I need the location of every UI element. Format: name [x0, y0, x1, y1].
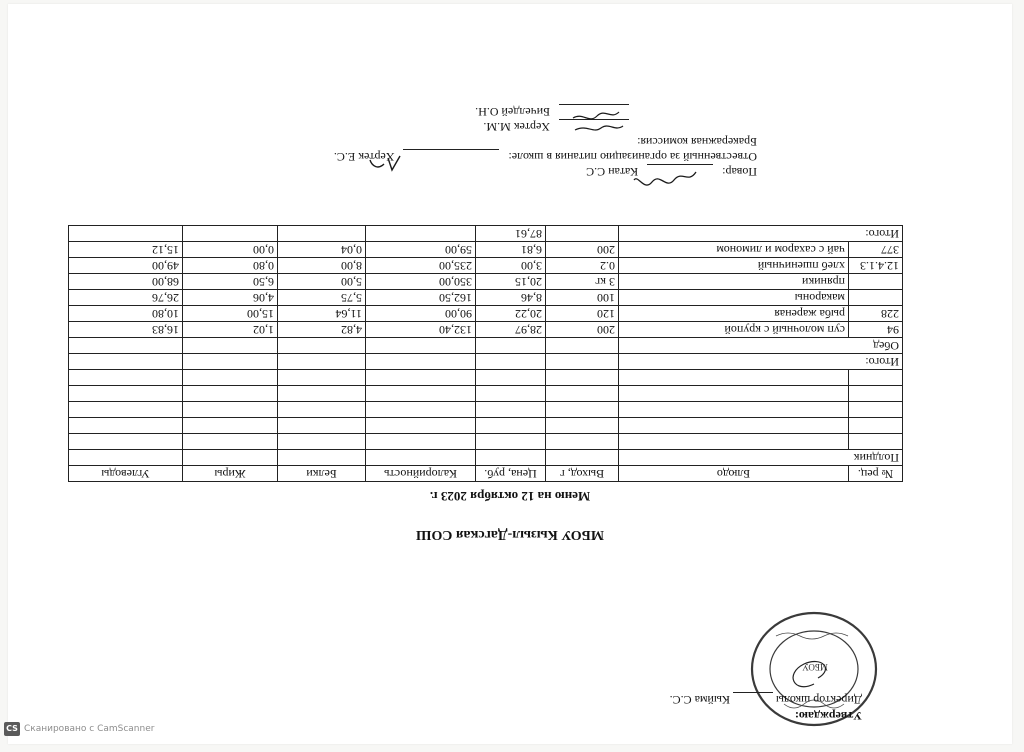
responsible-handwritten-signature — [366, 152, 406, 174]
section-snack-label: Полдник — [619, 450, 903, 466]
table-row — [69, 290, 903, 306]
recipe-number: 377 — [849, 242, 903, 258]
cook-name: Катан С.С — [586, 165, 639, 179]
member1-name: Хертек М.М. — [483, 120, 550, 134]
director-name: Кыйма С.С. — [669, 693, 730, 707]
table-row-empty — [69, 370, 903, 386]
protein: 11,64 — [278, 306, 366, 322]
commission-label-row — [334, 134, 757, 149]
fat: 1,02 — [183, 322, 278, 338]
svg-text:МБОУ: МБОУ — [802, 662, 828, 672]
cook-handwritten-signature — [630, 166, 700, 188]
table-row — [69, 242, 903, 258]
carbs: 49,00 — [69, 258, 183, 274]
section-row-snack — [69, 450, 903, 466]
carbs: 68,00 — [69, 274, 183, 290]
organization-title: МБОУ Кызыл-Дагская СОШ — [416, 527, 604, 542]
carbs: 15,12 — [69, 242, 183, 258]
snack-total-row — [69, 354, 903, 370]
portion: 120 — [546, 306, 619, 322]
protein: 5,00 — [278, 274, 366, 290]
carbs: 26,76 — [69, 290, 183, 306]
price: 20,22 — [476, 306, 546, 322]
recipe-number: 94 — [849, 322, 903, 338]
calories: 90,00 — [366, 306, 476, 322]
calories: 132,40 — [366, 322, 476, 338]
protein: 4,82 — [278, 322, 366, 338]
section-row-lunch — [69, 338, 903, 354]
cook-signature-line — [647, 164, 713, 165]
price: 8,46 — [476, 290, 546, 306]
protein: 8,00 — [278, 258, 366, 274]
protein: 5,75 — [278, 290, 366, 306]
commission-handwritten-signatures — [567, 106, 627, 134]
header-recipe-number: № рец. — [849, 466, 903, 482]
camscanner-logo-icon: CS — [4, 722, 20, 736]
calories: 350,00 — [366, 274, 476, 290]
dish-name: макароны — [619, 290, 849, 306]
approval-label: Утверждаю: — [794, 709, 862, 723]
menu-table — [68, 225, 903, 482]
responsible-signature-line — [403, 149, 499, 150]
lunch-total-row — [69, 226, 903, 242]
dish-name: хлеб пшеничный — [619, 258, 849, 274]
fat: 6,50 — [183, 274, 278, 290]
member2-name: Бичелдей О.Н. — [475, 105, 550, 119]
director-signature-line — [733, 692, 773, 693]
table-row — [69, 322, 903, 338]
portion: 200 — [546, 322, 619, 338]
fat: 0,80 — [183, 258, 278, 274]
dish-name: пряники — [619, 274, 849, 290]
table-header-row — [69, 466, 903, 482]
header-dish: Блюдо — [619, 466, 849, 482]
table-row-empty — [69, 402, 903, 418]
commission-member-1-row — [334, 119, 757, 134]
camscanner-text: Сканировано с CamScanner — [24, 724, 155, 734]
fat: 15,00 — [183, 306, 278, 322]
calories: 59,00 — [366, 242, 476, 258]
fat: 0,00 — [183, 242, 278, 258]
member2-signature-line — [559, 104, 629, 105]
price: 20,15 — [476, 274, 546, 290]
scanned-document-sheet — [8, 4, 1012, 744]
responsible-name: Хертек Е.С. — [333, 150, 395, 164]
header-fat: Жиры — [183, 466, 278, 482]
recipe-number — [849, 274, 903, 290]
recipe-number: 228 — [849, 306, 903, 322]
director-label: Директор школы — [775, 693, 862, 707]
table-row — [69, 258, 903, 274]
dish-name: рыба жареная — [619, 306, 849, 322]
carbs: 16,83 — [69, 322, 183, 338]
table-row-empty — [69, 434, 903, 450]
recipe-number — [849, 290, 903, 306]
carbs: 10,80 — [69, 306, 183, 322]
recipe-number: 12.4.1.3 — [849, 258, 903, 274]
lunch-total-price: 87,61 — [476, 226, 546, 242]
header-portion: Выход, г — [546, 466, 619, 482]
dish-name: чай с сахаром и лимоном — [619, 242, 849, 258]
table-row-empty — [69, 386, 903, 402]
approval-block — [670, 692, 862, 724]
header-carbs: Углеводы — [69, 466, 183, 482]
snack-total-label: Итого: — [619, 354, 903, 370]
calories: 162,50 — [366, 290, 476, 306]
portion: 100 — [546, 290, 619, 306]
commission-member-2-row — [334, 104, 757, 119]
portion: 0.2 — [546, 258, 619, 274]
section-lunch-label: Обед — [619, 338, 903, 354]
price: 28,97 — [476, 322, 546, 338]
dish-name: суп молочный с крупой — [619, 322, 849, 338]
camscanner-watermark — [4, 722, 154, 736]
header-protein: Белки — [278, 466, 366, 482]
table-row-empty — [69, 418, 903, 434]
lunch-total-label: Итого: — [619, 226, 903, 242]
cook-label: Повар: — [722, 165, 757, 179]
table-row — [69, 274, 903, 290]
protein: 0,04 — [278, 242, 366, 258]
calories: 235,00 — [366, 258, 476, 274]
menu-date-title: Меню на 12 октября 2023 г. — [429, 489, 591, 504]
portion: 200 — [546, 242, 619, 258]
header-price: Цена, руб. — [476, 466, 546, 482]
header-calories: Калорийность — [366, 466, 476, 482]
price: 3,00 — [476, 258, 546, 274]
price: 6,81 — [476, 242, 546, 258]
fat: 4,06 — [183, 290, 278, 306]
portion: 3 кг — [546, 274, 619, 290]
commission-label: Бракеражная комиссия: — [637, 135, 757, 149]
responsible-label: Отвественный за организацию питания в школе: — [508, 150, 757, 164]
table-row — [69, 306, 903, 322]
